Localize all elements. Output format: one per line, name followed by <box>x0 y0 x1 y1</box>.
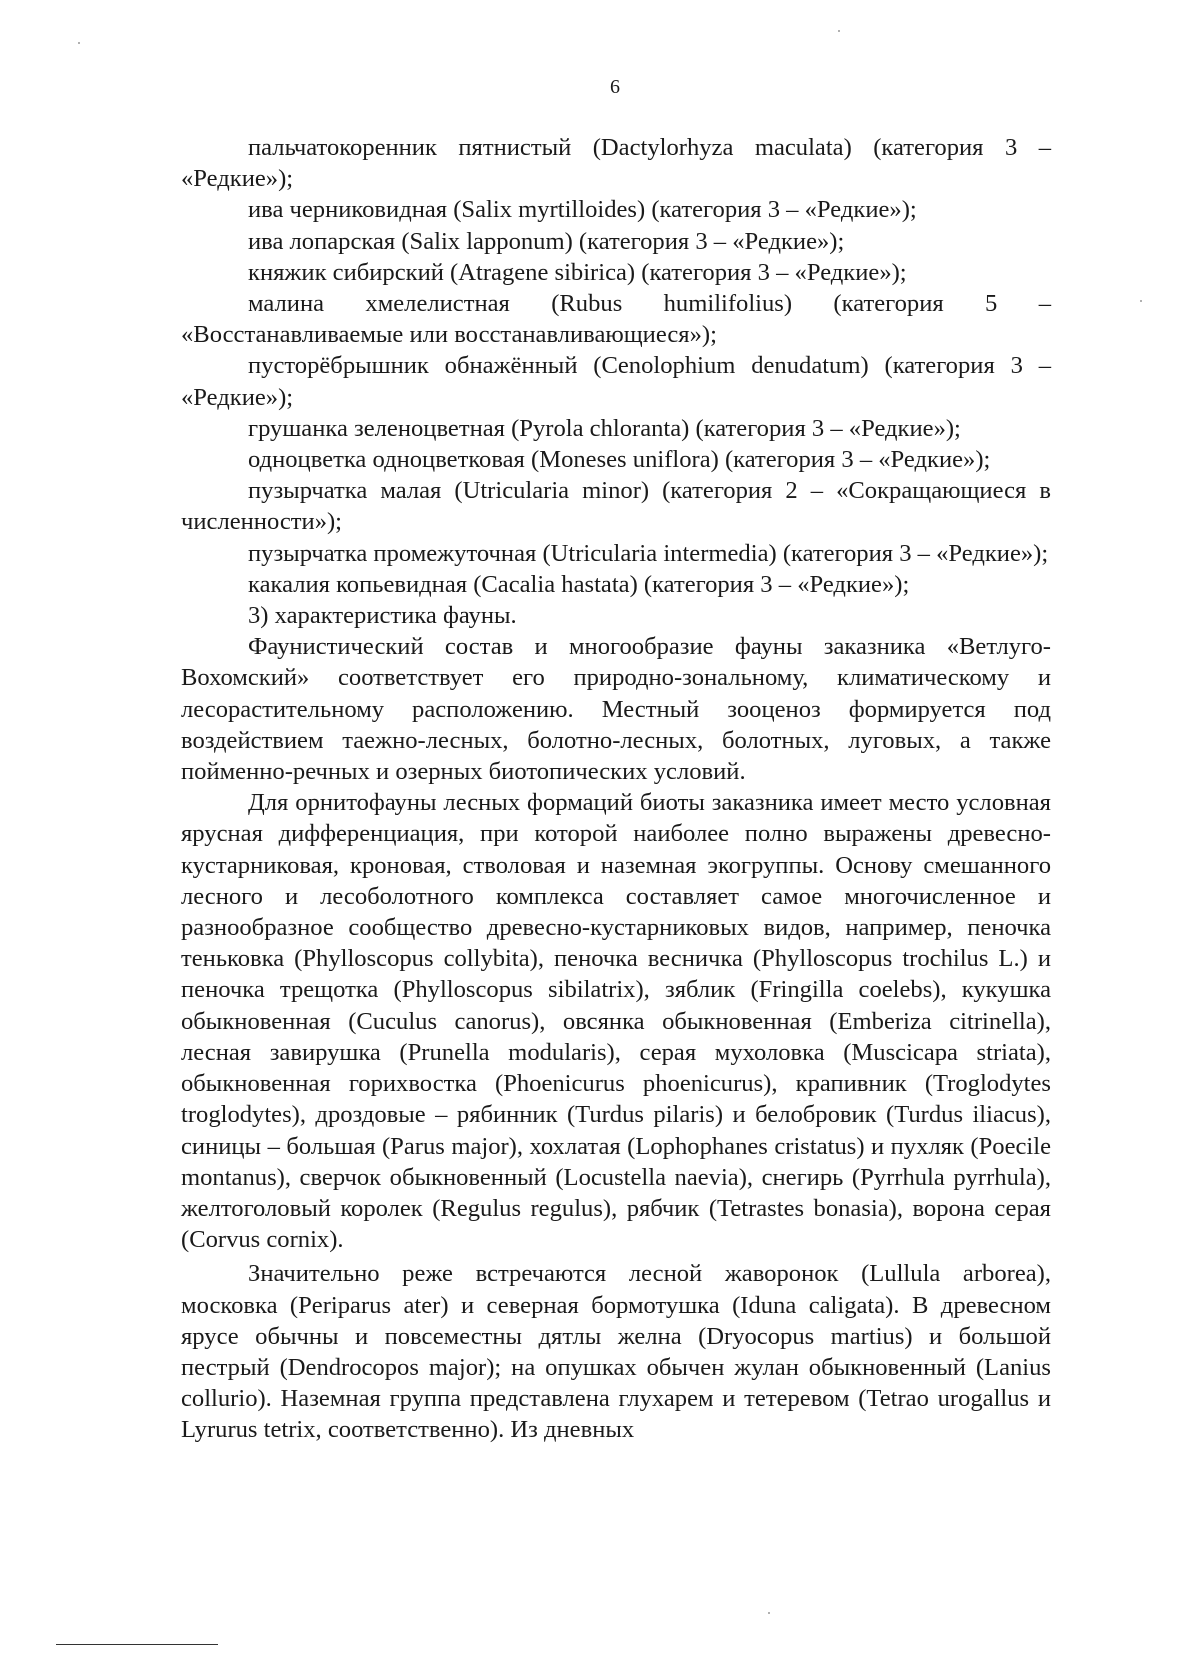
paragraph-12: 3) характеристика фауны. <box>248 602 517 630</box>
paragraph-14: Для орнитофауны лесных формаций биоты заказника имеет место условная ярусная дифференциация, при которой наиболее полно выражены древесно-кустарниковая, кроновая, стволовая и наземная экогруппы. Основу смешанного лесного и лесоболотного комплекса составляет самое многочисленное и разнообразное сообщество древесно-кустарниковых видов, например, пеночка теньковка (Phylloscopus collybita), пеночка весничка (Phylloscopus trochilus L.) и пеночка трещотка (Phylloscopus sibilatrix), зяблик (Fringilla coelebs), кукушка обыкновенная (Cuculus canorus), овсянка обыкновенная (Emberiza citrinella), лесная завирушка (Prunella modularis), серая мухоловка (Muscicapa striata), обыкновенная горихвостка (Phoenicurus phoenicurus), крапивник (Troglodytes troglodytes), дроздовые – рябинник (Turdus pilaris) и белобровик (Turdus iliacus), синицы – большая (Parus major), хохлатая (Lophophanes cristatus) и пухляк (Poecile montanus), сверчок обыкновенный (Locustella naevia), снегирь (Pyrrhula pyrrhula), желтоголовый королек (Regulus regulus), рябчик (Tetrastes bonasia), ворона серая (Corvus cornix). <box>181 789 1051 1254</box>
scan-speck <box>1140 300 1142 302</box>
paragraph-5: малина хмелелистная (Rubus humilifolius) (категория 5 – «Восстанавливаемые или восстанавливающиеся»); <box>181 290 1051 349</box>
paragraph-13: Фаунистический состав и многообразие фауны заказника «Ветлуго-Вохомский» соответствует его природно-зональному, климатическому и лесорастительному расположению. Местный зооценоз формируется под воздействием таежно-лесных, болотно-лесных, болотных, луговых, а также пойменно-речных и озерных биотопических условий. <box>181 633 1051 786</box>
page-number: 6 <box>610 76 620 98</box>
scan-speck <box>78 42 80 44</box>
paragraph-4: княжик сибирский (Atragene sibirica) (категория 3 – «Редкие»); <box>248 258 907 286</box>
body-text <box>181 132 1051 1446</box>
scan-speck <box>838 30 840 32</box>
paragraph-7: грушанка зеленоцветная (Pyrola chloranta) (категория 3 – «Редкие»); <box>248 414 961 442</box>
paragraph-9: пузырчатка малая (Utricularia minor) (категория 2 – «Сокращающиеся в численности»); <box>181 477 1051 536</box>
paragraph-10: пузырчатка промежуточная (Utricularia intermedia) (категория 3 – «Редкие»); <box>248 539 1049 567</box>
paragraph-6: пусторёбрышник обнажённый (Cenolophium denudatum) (категория 3 – «Редкие»); <box>181 352 1051 411</box>
paragraph-1: пальчатокоренник пятнистый (Dactylorhyza maculata) (категория 3 – «Редкие»); <box>181 134 1051 193</box>
footnote-rule <box>56 1644 218 1645</box>
scan-speck <box>768 1612 770 1614</box>
paragraph-8: одноцветка одноцветковая (Moneses uniflora) (категория 3 – «Редкие»); <box>248 446 991 474</box>
paragraph-15: Значительно реже встречаются лесной жаворонок (Lullula arborea), московка (Periparus ater) и северная бормотушка (Iduna caligata). В древесном ярусе обычны и повсеместны дятлы желна (Dryocopus martius) и большой пестрый (Dendrocopos major); на опушках обычен жулан обыкновенный (Lanius collurio). Наземная группа представлена глухарем и тетеревом (Tetrao urogallus и Lyrurus tetrix, соответственно). Из дневных <box>181 1260 1051 1444</box>
paragraph-3: ива лопарская (Salix lapponum) (категория 3 – «Редкие»); <box>248 227 845 255</box>
paragraph-11: какалия копьевидная (Cacalia hastata) (категория 3 – «Редкие»); <box>248 570 910 598</box>
paragraph-2: ива черниковидная (Salix myrtilloides) (категория 3 – «Редкие»); <box>248 196 917 224</box>
